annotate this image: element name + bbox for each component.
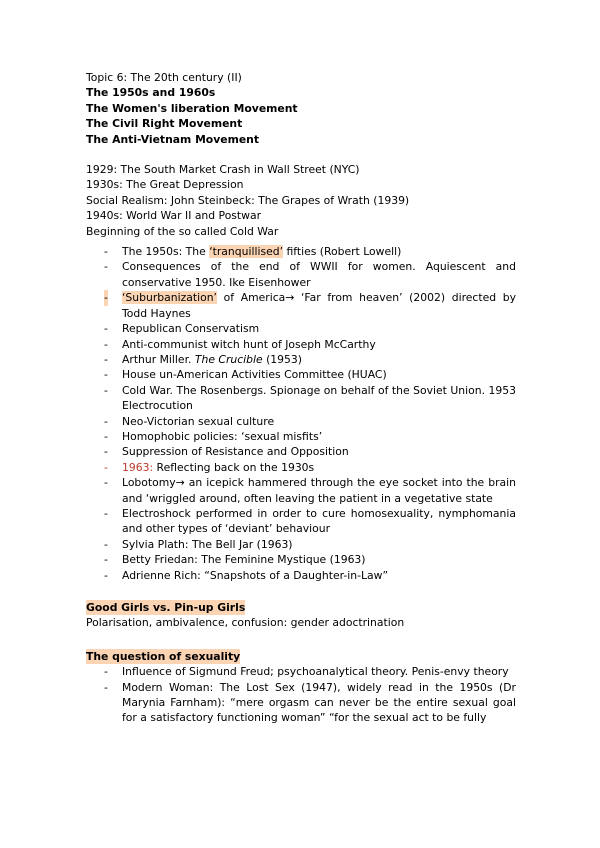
timeline-item: Beginning of the so called Cold War — [86, 224, 279, 238]
spacer — [86, 147, 516, 162]
list-item — [86, 552, 516, 567]
bullet-dash: - — [104, 383, 108, 397]
section-title-good-girls: Good Girls vs. Pin-up Girls — [86, 601, 246, 614]
bullet-dash: - — [104, 460, 108, 474]
main-bullet-list — [86, 244, 516, 583]
item-text: Arthur Miller. — [122, 352, 195, 366]
bullet-dash: - — [104, 260, 108, 274]
item-text: Neo-Victorian sexual culture — [122, 414, 275, 428]
item-text: Modern Woman: The Lost Sex (1947), widely read in the 1950s (Dr Marynia Farnham): “mere orgasm can never be the entire sexual goal for a satisfactory functioning woman” “for the sexual act to be fully — [122, 680, 516, 725]
list-item — [86, 568, 516, 583]
bullet-dash: - — [104, 476, 108, 490]
bullet-dash: - — [104, 665, 108, 679]
item-text: House un-American Activities Committee (HUAC) — [122, 368, 387, 382]
item-text: Anti-communist witch hunt of Joseph McCarthy — [122, 337, 376, 351]
item-text: The 1950s: The — [122, 245, 210, 259]
item-text: (1953) — [262, 352, 302, 366]
section-text: Polarisation, ambivalence, confusion: gender adoctrination — [86, 616, 405, 630]
item-text: Sylvia Plath: The Bell Jar (1963) — [122, 537, 293, 551]
list-item — [86, 244, 516, 259]
item-text: Betty Friedan: The Feminine Mystique (1963) — [122, 553, 366, 567]
bullet-dash: - — [104, 506, 108, 520]
list-item — [86, 337, 516, 352]
bullet-dash: - — [104, 429, 108, 443]
bullet-dash: - — [104, 680, 108, 694]
bullet-dash: - — [104, 445, 108, 459]
spacer — [86, 583, 516, 600]
item-text: Influence of Sigmund Freud; psychoanalytical theory. Penis-envy theory — [122, 665, 509, 679]
list-item — [86, 429, 516, 444]
item-text: of America→ ‘Far from heaven’ (2002) directed by Todd Haynes — [122, 291, 516, 320]
bullet-dash: - — [104, 245, 108, 259]
timeline-item: Social Realism: John Steinbeck: The Grapes of Wrath (1939) — [86, 193, 410, 207]
list-item — [86, 290, 516, 321]
heading-civil-right: The Civil Right Movement — [86, 117, 243, 131]
bullet-dash: - — [104, 337, 108, 351]
list-item — [86, 537, 516, 552]
bullet-dash: - — [104, 368, 108, 382]
heading-anti-vietnam: The Anti-Vietnam Movement — [86, 132, 260, 146]
bullet-dash: - — [104, 352, 108, 366]
list-item — [86, 460, 516, 475]
list-item — [86, 321, 516, 336]
bullet-dash: - — [104, 322, 108, 336]
item-text: fifties (Robert Lowell) — [283, 245, 402, 259]
spacer — [86, 631, 516, 649]
document-body — [86, 70, 516, 726]
section-title-sexuality: The question of sexuality — [86, 649, 241, 663]
item-text: Republican Conservatism — [122, 322, 260, 336]
item-text: Homophobic policies: ‘sexual misfits’ — [122, 429, 323, 443]
sexuality-bullet-list — [86, 664, 516, 726]
bullet-dash: - — [104, 553, 108, 567]
list-item — [86, 664, 516, 679]
list-item — [86, 352, 516, 367]
item-text: Consequences of the end of WWII for women. Aquiescent and conservative 1950. Ike Eisenhower — [122, 260, 516, 289]
highlighted-term: ‘tranquillised’ — [209, 245, 284, 259]
highlighted-term: ‘Suburbanization’ — [122, 291, 217, 305]
item-text: Adrienne Rich: “Snapshots of a Daughter-in-Law” — [122, 568, 389, 582]
item-text: Electroshock performed in order to cure homosexuality, nymphomania and other types of ‘deviant’ behaviour — [122, 506, 516, 536]
timeline-item: 1940s: World War II and Postwar — [86, 209, 262, 223]
list-item — [86, 414, 516, 429]
bullet-dash: - — [104, 291, 108, 305]
heading-womens-liberation: The Women's liberation Movement — [86, 101, 298, 115]
item-text: Lobotomy→ an icepick hammered through the eye socket into the brain and ‘wriggled around, often leaving the patient in a vegetative state — [122, 476, 516, 505]
topic-line: Topic 6: The 20th century (II) — [86, 71, 242, 84]
list-item — [86, 259, 516, 290]
red-year: 1963: — [122, 460, 154, 474]
list-item — [86, 383, 516, 414]
list-item — [86, 506, 516, 537]
heading-1950s-1960s: The 1950s and 1960s — [86, 86, 216, 100]
timeline-item: 1930s: The Great Depression — [86, 178, 244, 192]
bullet-dash: - — [104, 414, 108, 428]
item-text: Reflecting back on the 1930s — [153, 460, 315, 474]
item-text: Cold War. The Rosenbergs. Spionage on behalf of the Soviet Union. 1953 Electrocution — [122, 383, 516, 413]
italic-title: The Crucible — [194, 352, 263, 366]
bullet-dash: - — [104, 537, 108, 551]
list-item — [86, 444, 516, 459]
bullet-dash: - — [104, 568, 108, 582]
list-item — [86, 475, 516, 506]
list-item — [86, 680, 516, 726]
list-item — [86, 367, 516, 382]
item-text: Suppression of Resistance and Opposition — [122, 445, 349, 459]
timeline-item: 1929: The South Market Crash in Wall Street (NYC) — [86, 163, 360, 177]
